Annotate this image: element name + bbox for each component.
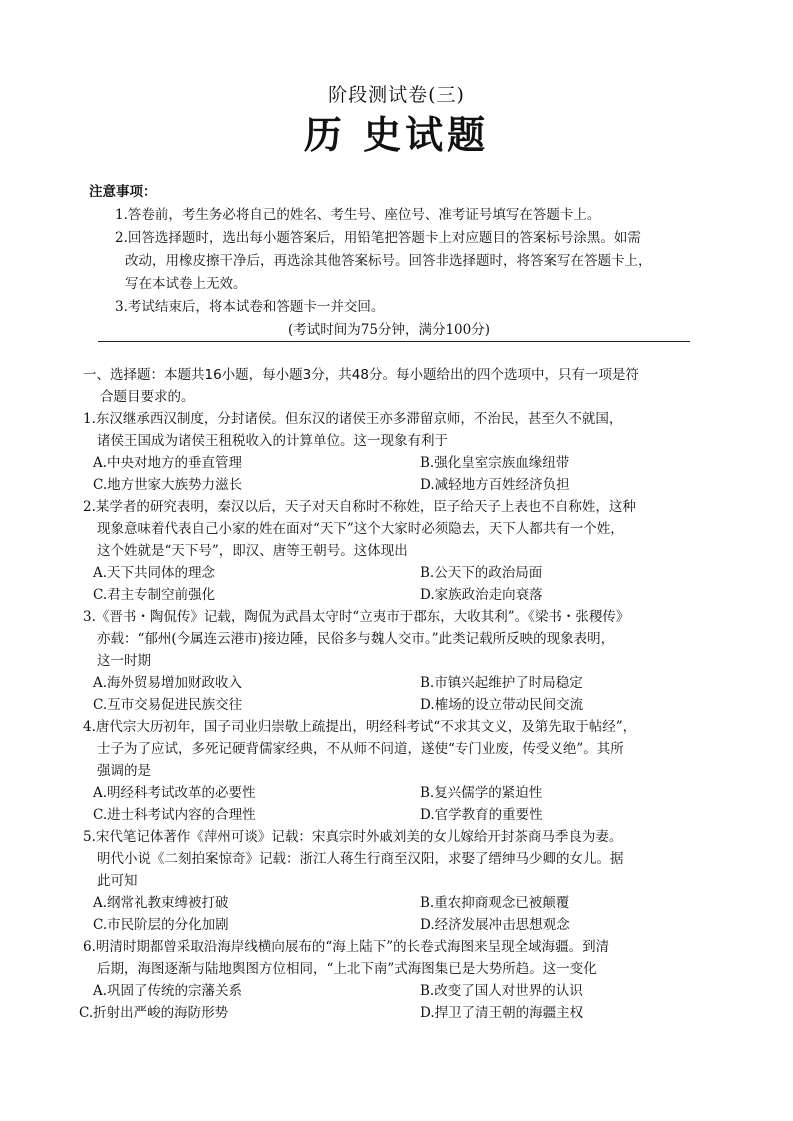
option-b: B.复兴儒学的紧迫性: [420, 785, 543, 801]
notice-item-1: [89, 204, 729, 227]
question-6: [79, 936, 723, 1024]
notice-item-text: 回答选择题时，选出每小题答案后，用铅笔把答题卡上对应题目的答案标号涂黑。如需: [127, 230, 641, 246]
option-a: A.明经科考试改革的必要性: [93, 785, 256, 801]
question-4: [83, 716, 723, 826]
option-a: A.巩固了传统的宗藩关系: [93, 983, 243, 999]
stem-line: 这个姓就是“天下号”，即汉、唐等王朝号。这体现出: [97, 543, 408, 559]
question-stem: [83, 826, 723, 892]
section-heading-line: 一、选择题：本题共16小题，每小题3分，共48分。每小题给出的四个选项中，只有一项是符: [83, 367, 639, 383]
exam-time-note: (考试时间为75分钟，满分100分): [288, 322, 490, 338]
question-3: [83, 606, 723, 716]
question-options: [83, 452, 723, 496]
exam-subtitle: 阶段测试卷(三): [328, 84, 465, 106]
question-options: [79, 980, 723, 1024]
stem-line: 这一时期: [97, 653, 151, 669]
option-a: A.海外贸易增加财政收入: [93, 675, 243, 691]
question-stem: [83, 496, 723, 562]
notice-heading: 注意事项：: [89, 184, 157, 200]
choice-section: [79, 364, 723, 1024]
stem-line: 此可知: [97, 873, 138, 889]
notice-item-number: 3.: [115, 299, 128, 315]
question-stem: [83, 716, 723, 782]
section-heading-line: 合题目要求的。: [100, 389, 195, 405]
option-a: A.中央对地方的垂直管理: [93, 455, 243, 471]
option-c: C.互市交易促进民族交往: [93, 697, 243, 713]
stem-line: 2.某学者的研究表明，秦汉以后，天子对天自称时不称姓，臣子给天子上表也不自称姓，这种: [83, 499, 636, 515]
notice-item-3: [89, 296, 729, 319]
stem-line: 现象意味着代表自己小家的姓在面对“天下”这个大家时必须隐去，天下人都共有一个姓，: [97, 521, 624, 537]
option-b: B.强化皇室宗族血缘纽带: [420, 455, 570, 471]
notice-item-2: [89, 227, 729, 296]
option-b: B.公天下的政治局面: [420, 565, 543, 581]
option-d: D.捍卫了清王朝的海疆主权: [420, 1005, 584, 1021]
stem-line: 亦载：“郁州(今属连云港市)接边陲，民俗多与魏人交市。”此类记载所反映的现象表明，: [97, 631, 615, 647]
question-5: [83, 826, 723, 936]
option-c: C.进士科考试内容的合理性: [93, 807, 256, 823]
stem-line: 3.《晋书・陶侃传》记载，陶侃为武昌太守时“立夷市于郡东，大收其利”。《梁书・张稷传》: [83, 609, 630, 625]
notice-item-number: 1.: [115, 207, 128, 223]
divider-line: [98, 341, 690, 342]
option-d: D.官学教育的重要性: [420, 807, 543, 823]
option-c: C.地方世家大族势力滋长: [93, 477, 243, 493]
option-a: A.纲常礼教束缚被打破: [93, 895, 229, 911]
option-b: B.市镇兴起维护了时局稳定: [420, 675, 583, 691]
question-stem: [83, 606, 723, 672]
stem-line: 1.东汉继承西汉制度，分封诸侯。但东汉的诸侯王亦多滞留京师，不治民，甚至久不就国，: [83, 411, 623, 427]
stem-line: 士子为了应试，多死记硬背儒家经典，不从师不问道，遂使“专门业废，传受义绝”。其所: [97, 741, 624, 757]
notice-item-text: 改动，用橡皮擦干净后，再选涂其他答案标号。回答非选择题时，将答案写在答题卡上，: [125, 253, 652, 269]
notice-item-text: 答卷前，考生务必将自己的姓名、考生号、座位号、准考证号填写在答题卡上。: [127, 207, 601, 223]
option-d: D.家族政治走向衰落: [420, 587, 543, 603]
section-heading: [83, 364, 723, 408]
notice-item-text: 考试结束后，将本试卷和答题卡一并交回。: [127, 299, 385, 315]
option-c: C.君主专制空前强化: [93, 587, 216, 603]
option-c: C.市民阶层的分化加剧: [93, 917, 229, 933]
stem-line: 后期，海图逐渐与陆地舆图方位相同，“上北下南”式海图集已是大势所趋。这一变化: [97, 961, 597, 977]
notice-item-number: 2.: [115, 230, 128, 246]
stem-line: 5.宋代笔记体著作《萍州可谈》记载：宋真宗时外戚刘美的女儿嫁给开封茶商马季良为妻。: [83, 829, 623, 845]
option-b: B.改变了国人对世界的认识: [420, 983, 583, 999]
question-2: [83, 496, 723, 606]
option-c: C.折射出严峻的海防形势: [79, 1005, 229, 1021]
stem-line: 4.唐代宗大历初年，国子司业归崇敬上疏提出，明经科考试“不求其文义，及第先取于帖经”，: [83, 719, 637, 735]
stem-line: 强调的是: [97, 763, 151, 779]
question-stem: [83, 936, 723, 980]
question-options: [83, 672, 723, 716]
notice-block: [89, 181, 729, 342]
stem-line: 明代小说《二刻拍案惊奇》记载：浙江人蒋生行商至汉阳，求娶了缙绅马少卿的女儿。据: [97, 851, 624, 867]
question-options: [83, 892, 723, 936]
stem-line: 诸侯王国成为诸侯王租税收入的计算单位。这一现象有利于: [97, 433, 448, 449]
question-options: [83, 782, 723, 826]
stem-line: 6.明清时期都曾采取沿海岸线横向展布的“海上陆下”的长卷式海图来呈现全域海疆。到清: [83, 939, 610, 955]
exam-title: 历 史试题: [303, 113, 490, 157]
question-options: [83, 562, 723, 606]
option-b: B.重农抑商观念已被颠覆: [420, 895, 570, 911]
option-d: D.榷场的设立带动民间交流: [420, 697, 584, 713]
question-stem: [83, 408, 723, 452]
option-d: D.减轻地方百姓经济负担: [420, 477, 570, 493]
notice-item-text: 写在本试卷上无效。: [125, 276, 247, 292]
option-a: A.天下共同体的理念: [93, 565, 216, 581]
option-d: D.经济发展冲击思想观念: [420, 917, 570, 933]
question-1: [83, 408, 723, 496]
